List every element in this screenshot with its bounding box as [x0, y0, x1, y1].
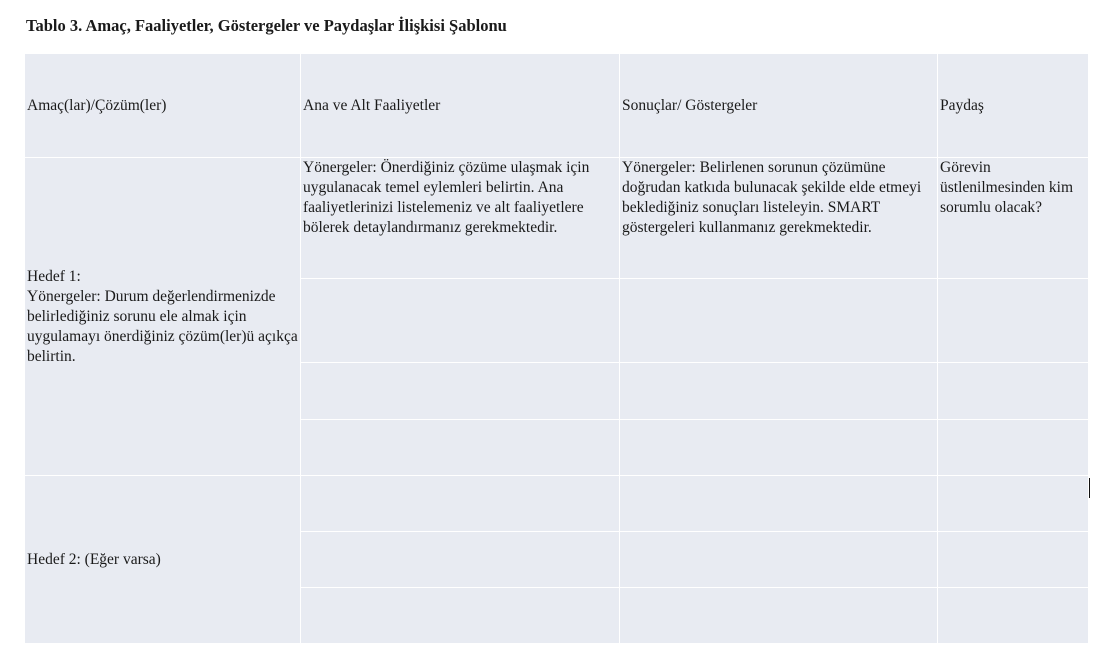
- header-activities[interactable]: Ana ve Alt Faaliyetler: [301, 54, 620, 158]
- empty-cell[interactable]: [620, 532, 938, 588]
- goal1-label: Hedef 1:: [27, 267, 81, 285]
- empty-cell[interactable]: [938, 588, 1089, 644]
- empty-cell[interactable]: [301, 279, 620, 363]
- stakeholder-instruction-cell[interactable]: Görevin üstlenilmesinden kim sorumlu olacak?: [938, 158, 1089, 279]
- header-stakeholder[interactable]: Paydaş: [938, 54, 1089, 158]
- empty-cell[interactable]: [938, 420, 1089, 476]
- empty-cell[interactable]: [620, 476, 938, 532]
- header-objectives[interactable]: Amaç(lar)/Çözüm(ler): [25, 54, 301, 158]
- empty-cell[interactable]: [620, 420, 938, 476]
- goal2-label: Hedef 2: (Eğer varsa): [27, 550, 161, 568]
- empty-cell[interactable]: [301, 420, 620, 476]
- empty-cell[interactable]: [938, 279, 1089, 363]
- empty-cell[interactable]: [938, 532, 1089, 588]
- table-header-row: [25, 54, 1089, 158]
- goal1-cell[interactable]: [25, 158, 301, 476]
- table-caption: Tablo 3. Amaç, Faaliyetler, Göstergeler ve Paydaşlar İlişkisi Şablonu: [26, 16, 507, 35]
- empty-cell[interactable]: [620, 363, 938, 420]
- empty-cell[interactable]: [301, 476, 620, 532]
- empty-cell[interactable]: [620, 279, 938, 363]
- activities-instruction-cell[interactable]: Yönergeler: Önerdiğiniz çözüme ulaşmak için uygulanacak temel eylemleri belirtin. Ana faaliyetlerinizi listelemeniz ve alt faaliyetlere bölerek detaylandırmanız gerekmektedir.: [301, 158, 620, 279]
- empty-cell[interactable]: [301, 588, 620, 644]
- empty-cell[interactable]: [301, 363, 620, 420]
- goal1-instruction: Yönergeler: Durum değerlendirmenizde belirlediğiniz sorunu ele almak için uygulamayı önerdiğiniz çözüm(ler)ü açıkça belirtin.: [27, 287, 298, 365]
- empty-cell[interactable]: [301, 532, 620, 588]
- goal2-cell[interactable]: [25, 476, 301, 644]
- empty-cell[interactable]: [620, 588, 938, 644]
- empty-cell[interactable]: [938, 476, 1089, 532]
- header-results[interactable]: Sonuçlar/ Göstergeler: [620, 54, 938, 158]
- text-cursor: [1089, 478, 1090, 498]
- results-instruction-cell[interactable]: Yönergeler: Belirlenen sorunun çözümüne doğrudan katkıda bulunacak şekilde elde etmeyi beklediğiniz sonuçları listeleyin. SMART göstergeleri kullanmanız gerekmektedir.: [620, 158, 938, 279]
- table-row: [25, 158, 1089, 279]
- table-row: [25, 476, 1089, 532]
- empty-cell[interactable]: [938, 363, 1089, 420]
- objectives-activities-table: [24, 53, 1089, 644]
